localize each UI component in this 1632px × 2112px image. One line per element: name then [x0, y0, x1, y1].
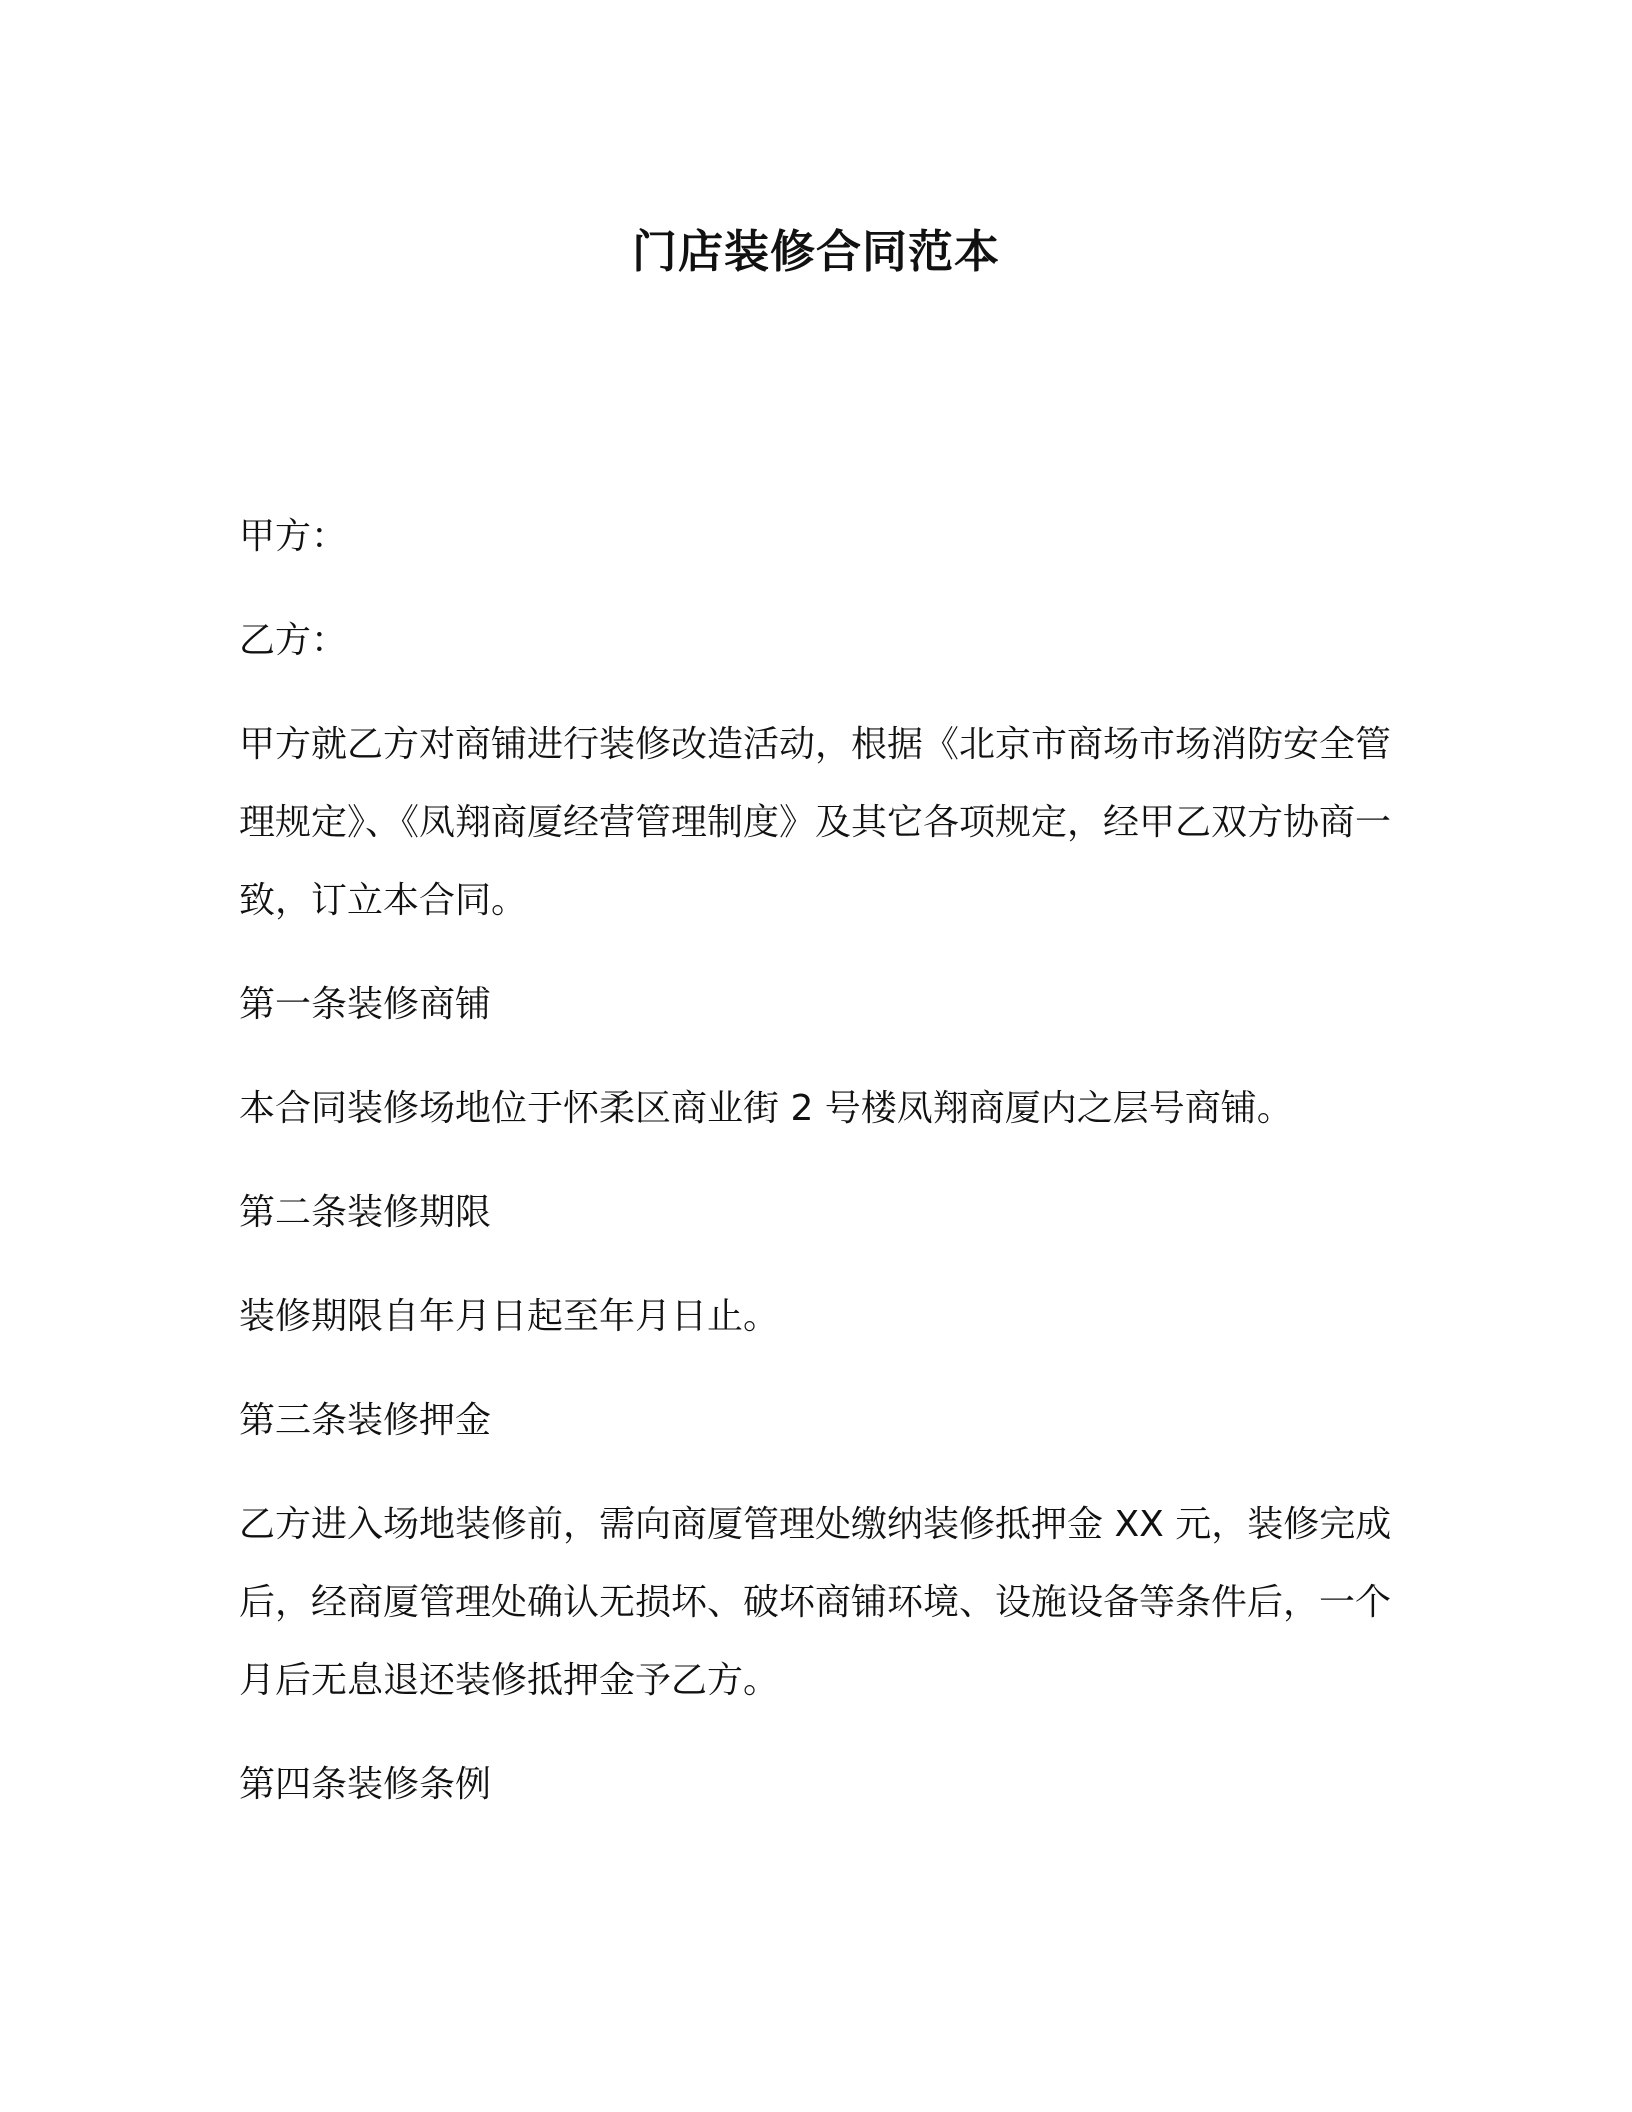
article-3-text: 乙方进入场地装修前，需向商厦管理处缴纳装修抵押金 XX 元，装修完成后，经商厦管理处确认无损坏、破坏商铺环境、设施设备等条件后，一个月后无息退还装修抵押金予乙方。 [239, 1504, 1392, 1701]
article-1-text: 本合同装修场地位于怀柔区商业街 2 号楼凤翔商厦内之层号商铺。 [239, 1088, 1293, 1129]
party-a-line: 甲方： [239, 516, 348, 557]
document-title: 门店装修合同范本 [631, 225, 1000, 278]
party-b-line: 乙方： [239, 620, 348, 661]
intro-paragraph: 甲方就乙方对商铺进行装修改造活动，根据《北京市商场市场消防安全管理规定》、《凤翔商厦经营管理制度》及其它各项规定，经甲乙双方协商一致，订立本合同。 [239, 724, 1392, 921]
article-2-heading: 第二条装修期限 [239, 1192, 492, 1233]
document-body [239, 498, 1399, 1850]
article-3-heading: 第三条装修押金 [239, 1400, 492, 1441]
article-1-heading: 第一条装修商铺 [239, 984, 492, 1025]
article-2-text: 装修期限自年月日起至年月日止。 [239, 1296, 780, 1337]
article-4-heading: 第四条装修条例 [239, 1764, 492, 1805]
